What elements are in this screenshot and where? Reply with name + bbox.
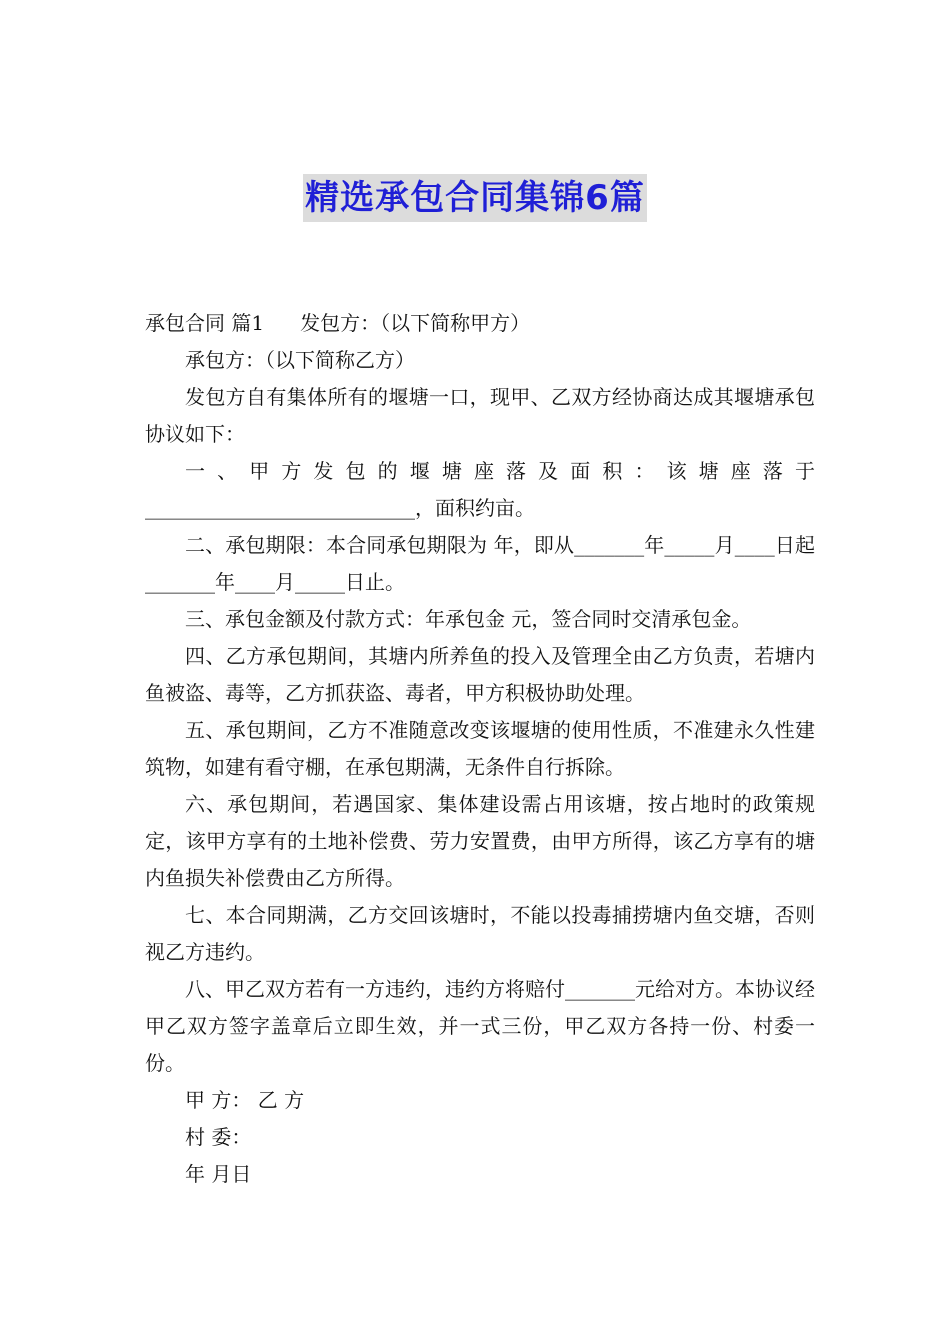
title-container [0, 174, 950, 222]
document-title: 精选承包合同集锦6篇 [303, 174, 647, 222]
document-body [145, 305, 815, 1193]
clause-7: 七、本合同期满，乙方交回该塘时，不能以投毒捕捞塘内鱼交塘，否则视乙方违约。 [145, 903, 815, 964]
clause-2: 二、承包期限：本合同承包期限为 年，即从_______年_____月____日起_______年____月_____日止。 [145, 533, 815, 594]
section-label: 承包合同 篇1 [145, 311, 265, 335]
clause-1: 一、甲方发包的堰塘座落及面积：该塘座落于 ___________________________，面积约亩。 [145, 459, 815, 520]
clause-6: 六、承包期间，若遇国家、集体建设需占用该塘，按占地时的政策规定，该甲方享有的土地补偿费、劳力安置费，由甲方所得，该乙方享有的塘内鱼损失补偿费由乙方所得。 [145, 792, 815, 890]
clause-8: 八、甲乙双方若有一方违约，违约方将赔付_______元给对方。本协议经甲乙双方签字盖章后立即生效，并一式三份，甲乙双方各持一份、村委一份。 [145, 977, 815, 1075]
paragraph-header [145, 305, 815, 342]
clause-3: 三、承包金额及付款方式：年承包金 元，签合同时交清承包金。 [185, 607, 752, 631]
signature-date: 年 月日 [185, 1162, 252, 1186]
signature-village: 村 委： [185, 1125, 252, 1149]
clause-5: 五、承包期间，乙方不准随意改变该堰塘的使用性质，不准建永久性建筑物，如建有看守棚，在承包期满，无条件自行拆除。 [145, 718, 815, 779]
clause-4: 四、乙方承包期间，其塘内所养鱼的投入及管理全由乙方负责，若塘内鱼被盗、毒等，乙方抓获盗、毒者，甲方积极协助处理。 [145, 644, 815, 705]
party-b-line: 承包方：（以下简称乙方） [185, 348, 415, 372]
party-a-line: 发包方：（以下简称甲方） [300, 311, 531, 335]
paragraph-intro: 发包方自有集体所有的堰塘一口，现甲、乙双方经协商达成其堰塘承包协议如下： [145, 385, 815, 446]
signature-parties: 甲 方： 乙 方 [185, 1088, 305, 1112]
